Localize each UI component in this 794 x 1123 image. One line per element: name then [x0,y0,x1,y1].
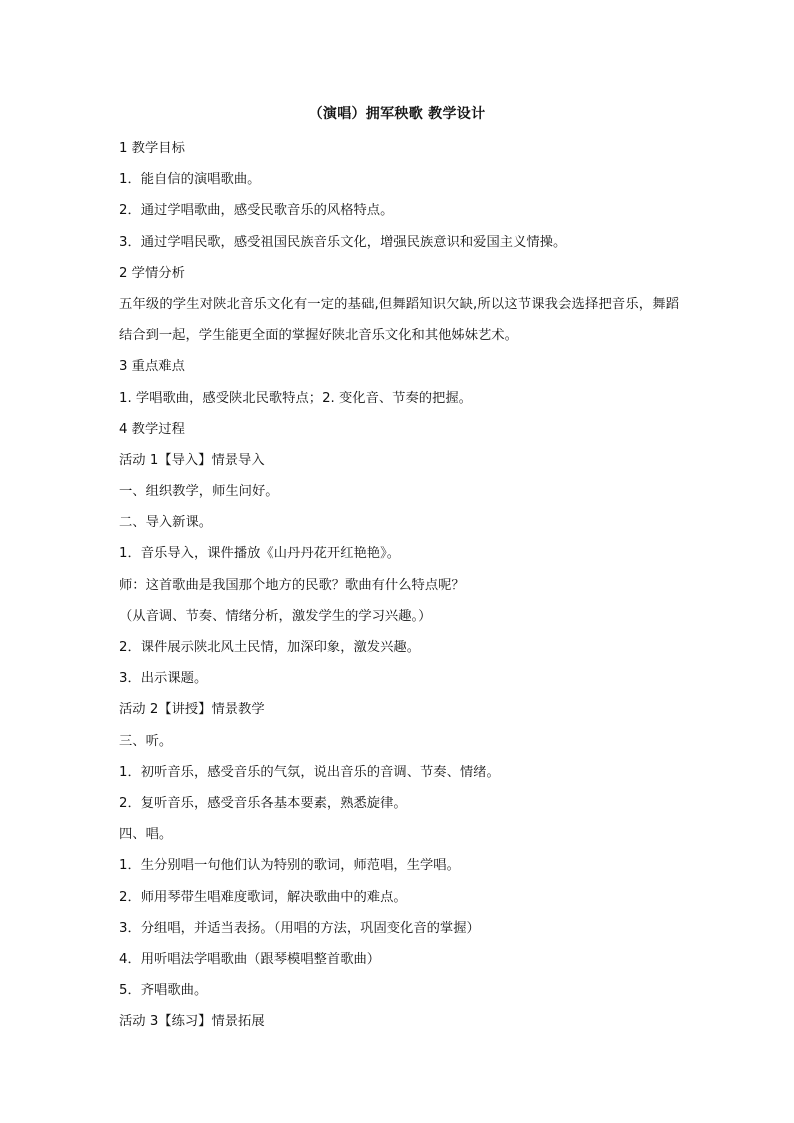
objective-item: 3．通过学唱民歌，感受祖国民族音乐文化，增强民族意识和爱国主义情操。 [119,234,567,250]
process-step: 四、唱。 [119,827,173,843]
process-item: 师：这首歌曲是我国那个地方的民歌？歌曲有什么特点呢？ [119,577,465,593]
section-heading-key-points: 3 重点难点 [119,359,185,375]
activity-heading: 活动 2【讲授】情景教学 [119,702,265,718]
analysis-paragraph: 五年级的学生对陕北音乐文化有一定的基础,但舞蹈知识欠缺,所以这节课我会选择把音乐，舞蹈结合到一起，学生能更全面的掌握好陕北音乐文化和其他姊妹艺术。 [119,296,679,344]
section-heading-analysis: 2 学情分析 [119,265,185,281]
document-body [119,133,679,1037]
process-item: 1．音乐导入，课件播放《山丹丹花开红艳艳》。 [119,546,401,562]
process-item: 4．用听唱法学唱歌曲（跟琴模唱整首歌曲） [119,951,381,967]
objective-item: 1．能自信的演唱歌曲。 [119,172,261,188]
process-step: 二、导入新课。 [119,515,213,531]
process-step: 三、听。 [119,733,173,749]
process-item: 1．生分别唱一句他们认为特别的歌词，师范唱，生学唱。 [119,858,460,874]
process-item: 2．复听音乐，感受音乐各基本要素，熟悉旋律。 [119,795,407,811]
activity-heading: 活动 3【练习】情景拓展 [119,1014,265,1030]
key-points-text: 1. 学唱歌曲，感受陕北民歌特点；2. 变化音、节奏的把握。 [119,390,472,406]
process-item: 2．课件展示陕北风土民情，加深印象，激发兴趣。 [119,640,420,656]
process-item: 3．出示课题。 [119,671,208,687]
objective-item: 2．通过学唱歌曲，感受民歌音乐的风格特点。 [119,203,394,219]
process-item: 5．齐唱歌曲。 [119,983,208,999]
process-item: 3．分组唱，并适当表扬。（用唱的方法，巩固变化音的掌握） [119,920,480,936]
activity-heading: 活动 1【导入】情景导入 [119,452,265,468]
process-item: 2．师用琴带生唱难度歌词，解决歌曲中的难点。 [119,889,407,905]
section-heading-objectives: 1 教学目标 [119,141,185,156]
process-item: （从音调、节奏、情绪分析，激发学生的学习兴趣。） [119,608,432,624]
document-title: （演唱）拥军秧歌 教学设计 [308,106,486,122]
section-heading-process: 4 教学过程 [119,421,185,437]
process-step: 一、组织教学，师生问好。 [119,484,279,500]
process-item: 1．初听音乐，感受音乐的气氛，说出音乐的音调、节奏、情绪。 [119,764,500,780]
